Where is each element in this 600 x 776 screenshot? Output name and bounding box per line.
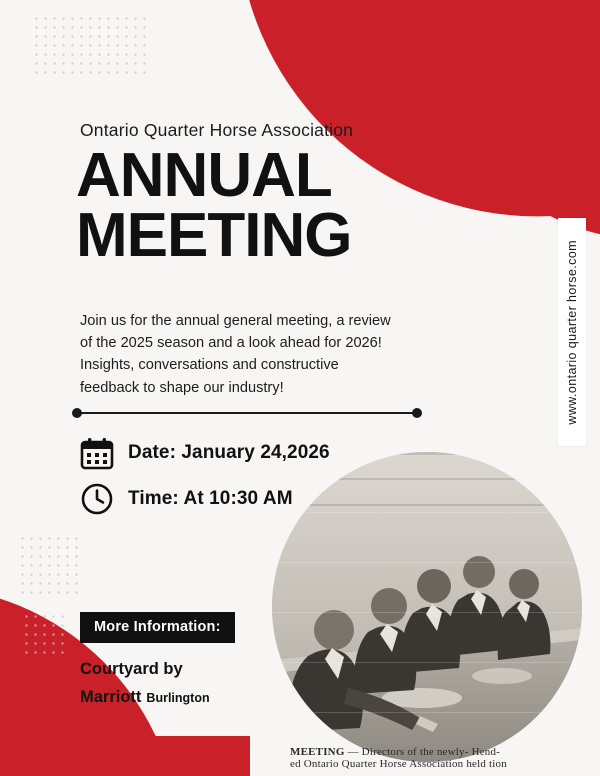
page-title <box>76 141 496 270</box>
description-text: Join us for the annual general meeting, a review of the 2025 season and a look ahead for 2026! Insights, conversations and constructive feedback to shape our industry! <box>80 313 391 396</box>
organization-name: Ontario Quarter Horse Association <box>80 120 354 140</box>
website-label[interactable] <box>558 218 586 446</box>
calendar-icon <box>80 436 114 470</box>
more-information-badge: More Information: <box>80 612 235 643</box>
date-row <box>80 436 330 470</box>
divider-dot-right <box>412 408 422 418</box>
venue-brand: Marriott <box>80 688 142 706</box>
divider <box>72 408 422 418</box>
caption-text-right-1: Hend- <box>471 746 501 758</box>
website-url-text: www.ontario quarter horse.com <box>565 239 579 425</box>
caption-headword: MEETING <box>290 746 345 758</box>
title-line-1: ANNUAL <box>76 141 332 210</box>
divider-bar <box>78 412 416 414</box>
date-text: Date: January 24,2026 <box>128 442 330 463</box>
caption-text-2: ed Ontario Quarter Horse Association held <box>290 758 487 770</box>
caption-line-1 <box>290 746 590 758</box>
venue-city: Burlington <box>146 691 210 705</box>
caption-text-right-2: tion <box>489 758 507 770</box>
caption-line-2 <box>290 758 590 770</box>
caption-text-1: — Directors of the newly- <box>347 746 469 758</box>
clock-icon <box>80 482 114 516</box>
photo-caption <box>290 746 590 776</box>
time-row <box>80 482 293 516</box>
venue-line-2 <box>80 688 210 707</box>
meeting-photo-illustration <box>272 452 582 762</box>
title-line-2: MEETING <box>76 200 352 270</box>
time-text: Time: At 10:30 AM <box>128 488 293 509</box>
meeting-photo <box>272 452 582 762</box>
venue-line-1: Courtyard by <box>80 660 183 678</box>
